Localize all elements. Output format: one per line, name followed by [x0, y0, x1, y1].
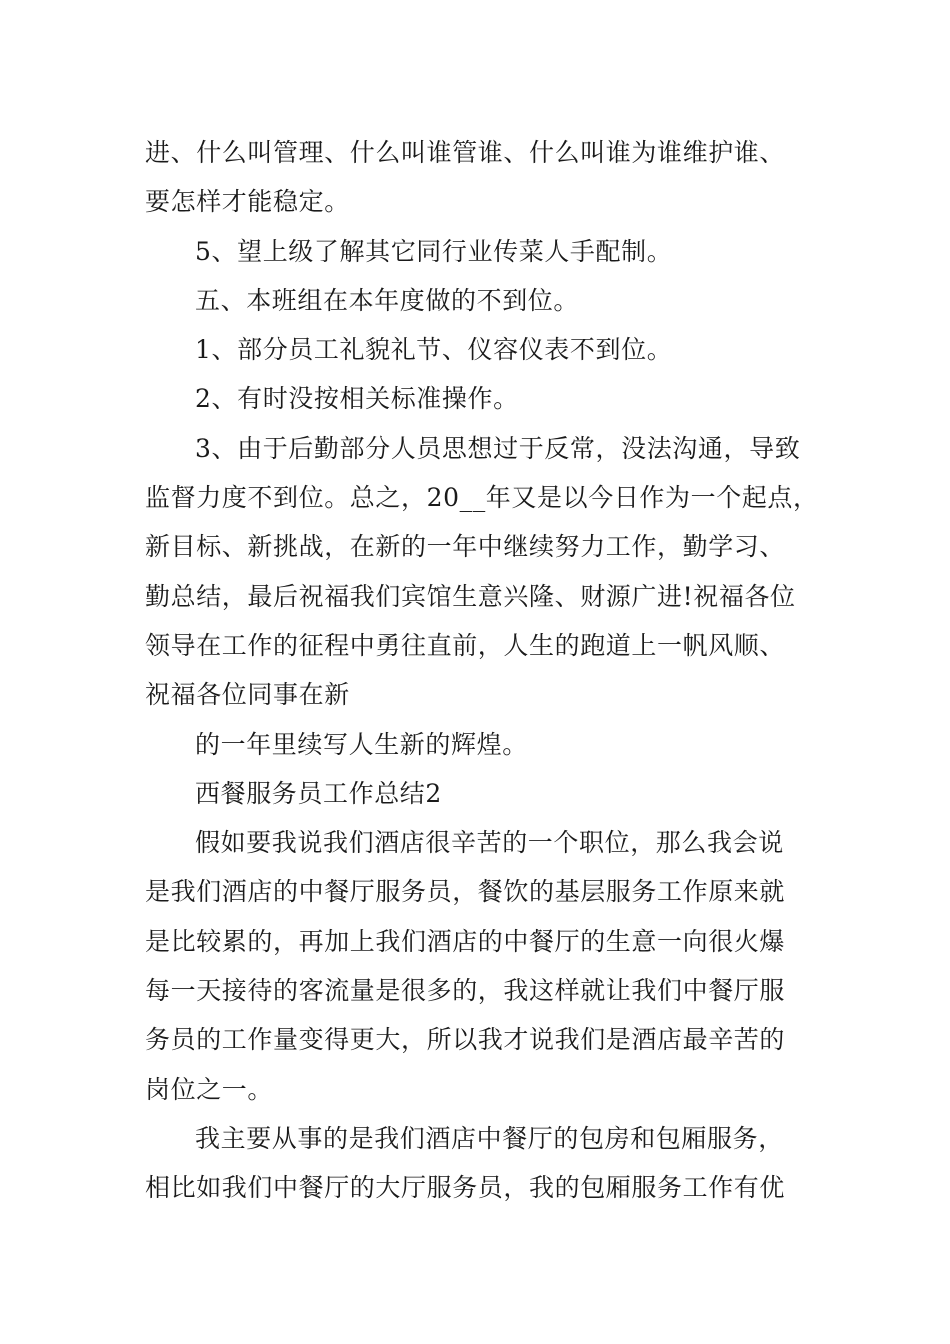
text-line: 勤总结，最后祝福我们宾馆生意兴隆、财源广进!祝福各位: [145, 581, 796, 611]
text-line: 进、什么叫管理、什么叫谁管谁、什么叫谁为谁维护谁、: [145, 138, 786, 167]
text-line: 相比如我们中餐厅的大厅服务员，我的包厢服务工作有优: [145, 1173, 786, 1203]
text-line: 每一天接待的客流量是很多的，我这样就让我们中餐厅服: [145, 976, 786, 1006]
text-line: 我主要从事的是我们酒店中餐厅的包房和包厢服务，: [195, 1123, 784, 1153]
text-line: 是我们酒店的中餐厅服务员，餐饮的基层服务工作原来就: [145, 877, 786, 907]
text-line: 1、部分员工礼貌礼节、仪容仪表不到位。: [195, 335, 673, 365]
text-line: 五、本班组在本年度做的不到位。: [195, 285, 580, 315]
text-line: 5、望上级了解其它同行业传菜人手配制。: [195, 236, 673, 266]
text-line: 新目标、新挑战，在新的一年中继续努力工作，勤学习、: [145, 532, 786, 562]
text-line: 假如要我说我们酒店很辛苦的一个职位，那么我会说: [195, 828, 784, 858]
text-line: 是比较累的，再加上我们酒店的中餐厅的生意一向很火爆: [145, 926, 786, 956]
text-line: 务员的工作量变得更大，所以我才说我们是酒店最辛苦的: [145, 1025, 786, 1055]
document-body: [145, 128, 835, 1213]
text-line: 祝福各位同事在新: [145, 680, 350, 710]
text-line: 要怎样才能稳定。: [145, 187, 350, 217]
text-line: 3、由于后勤部分人员思想过于反常，没法沟通，导致: [195, 433, 801, 463]
text-line: 2、有时没按相关标准操作。: [195, 384, 519, 414]
text-line: 岗位之一。: [145, 1074, 274, 1104]
section-title: 西餐服务员工作总结2: [195, 778, 442, 808]
text-line: 监督力度不到位。总之，20__年又是以今日作为一个起点，: [145, 483, 819, 513]
text-line: 领导在工作的征程中勇往直前，人生的跑道上一帆风顺、: [145, 630, 786, 660]
text-line: 的一年里续写人生新的辉煌。: [195, 729, 528, 759]
